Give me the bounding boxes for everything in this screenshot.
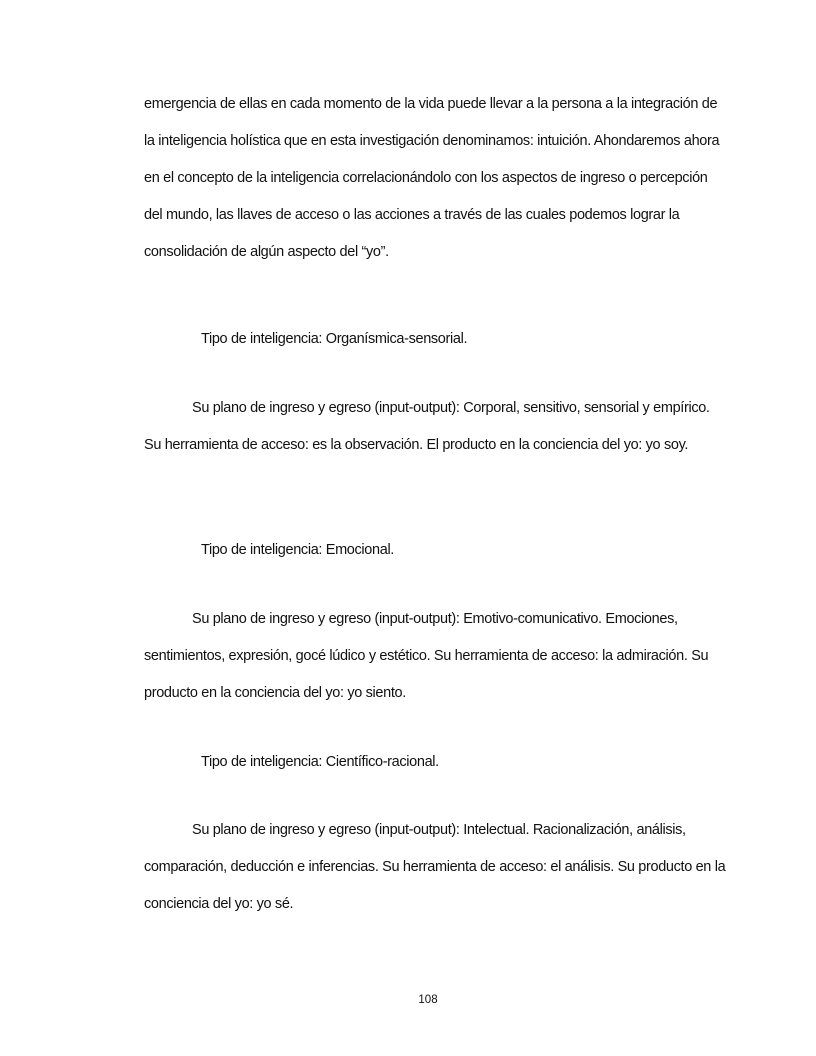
section-body-cientifico: Su plano de ingreso y egreso (input-output): Intelectual. Racionalización, análisis, comparación, deducción e inferencias. Su herramienta de acceso: el análisis. Su producto en la conciencia del yo: yo sé. <box>144 822 726 912</box>
section-heading-organismica: Tipo de inteligencia: Organísmica-sensorial. <box>201 331 468 347</box>
intro-paragraph: emergencia de ellas en cada momento de la vida puede llevar a la persona a la integración de la inteligencia holística que en esta investigación denominamos: intuición. Ahondaremos ahora en el concepto de la inteligencia correlacionándolo con los aspectos de ingreso o percepción del mundo, las llaves de acceso o las acciones a través de las cuales podemos lograr la consolidación de algún aspecto del “yo”. <box>144 96 720 260</box>
section-body-emocional: Su plano de ingreso y egreso (input-output): Emotivo-comunicativo. Emociones, sentimientos, expresión, gocé lúdico y estético. Su herramienta de acceso: la admiración. Su producto en la conciencia del yo: yo siento. <box>144 611 709 701</box>
section-body-organismica: Su plano de ingreso y egreso (input-output): Corporal, sensitivo, sensorial y empírico. Su herramienta de acceso: es la observación. El producto en la conciencia del yo: yo soy. <box>144 400 710 453</box>
section-heading-emocional: Tipo de inteligencia: Emocional. <box>201 542 394 558</box>
section-heading-cientifico: Tipo de inteligencia: Científico-racional. <box>201 754 439 770</box>
page-number: 108 <box>418 994 438 1006</box>
